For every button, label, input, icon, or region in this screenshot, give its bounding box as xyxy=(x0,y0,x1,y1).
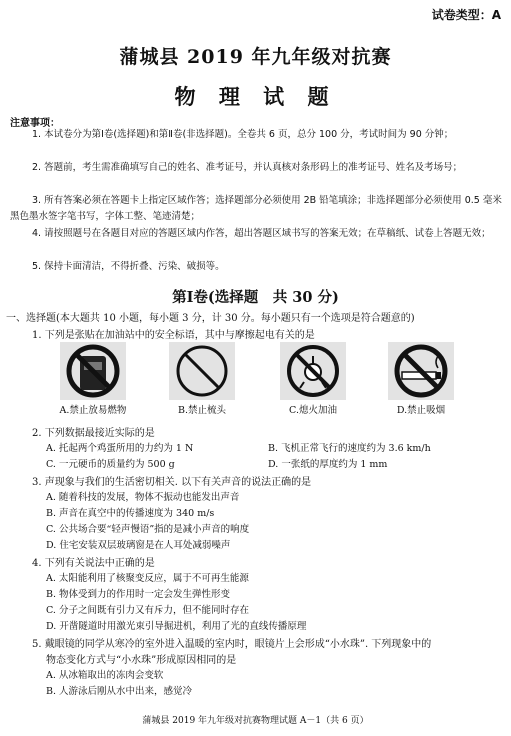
notes-heading: 注意事项： xyxy=(10,118,60,129)
q1-option-a xyxy=(38,342,148,416)
page-footer: 蒲城县 2019 年九年级对抗赛物理试题 A－1（共 6 页） xyxy=(142,716,369,726)
q1-option-c-caption: C.熄火加油 xyxy=(289,405,337,416)
q4-option-d: D. 开凿隧道时用激光束引导掘进机，利用了光的直线传播原理 xyxy=(46,621,307,632)
note-item-2: 2. 答题前，考生需准确填写自己的姓名、准考证号，并认真核对条形码上的准考证号、姓名及考场号； xyxy=(32,162,463,173)
q3-option-d: D. 住宅安装双层玻璃窗是在人耳处减弱噪声 xyxy=(46,540,231,551)
subject-title: 物 理 试 题 xyxy=(174,84,337,109)
q5-option-b: B. 人游泳后刚从水中出来，感觉冷 xyxy=(46,686,193,697)
q5-stem-line1: 5. 戴眼镜的同学从寒冷的室外进入温暖的室内时，眼镜片上会形成“小水珠”. 下列现象中的 xyxy=(32,639,432,650)
q2-option-d: D. 一张纸的厚度约为 1 mm xyxy=(268,459,388,470)
no-combing-icon xyxy=(169,342,235,400)
q5-stem-line2: 物态变化方式与“小水珠”形成原因相同的是 xyxy=(46,655,237,666)
q4-option-b: B. 物体受到力的作用时一定会发生弹性形变 xyxy=(46,589,231,600)
section-intro: 一、选择题(本大题共 10 小题，每小题 3 分，计 30 分。每小题只有一个选项是符合题意的) xyxy=(6,313,415,324)
no-flammables-icon xyxy=(60,342,126,400)
q3-option-b: B. 声音在真空中的传播速度为 340 m/s xyxy=(46,508,215,519)
exam-title: 蒲城县 2019 年九年级对抗赛 xyxy=(119,46,392,68)
note-item-4: 4. 请按照题号在各题目对应的答题区域内作答，超出答题区域书写的答案无效；在草稿纸、试卷上答题无效； xyxy=(32,228,491,239)
q1-option-b-caption: B.禁止梳头 xyxy=(177,405,226,416)
note-item-5: 5. 保持卡面清洁，不得折叠、污染、破损等。 xyxy=(32,261,225,272)
note-item-3: 3. 所有答案必须在答题卡上指定区域作答；选择题部分必须使用 2B 铅笔填涂；非选择题部分必须使用 0.5 毫米黑色墨水签字笔书写，字体工整、笔迹清楚； xyxy=(10,195,502,222)
q1-option-b xyxy=(147,342,257,416)
q1-stem: 1. 下列是张贴在加油站中的安全标语，其中与摩擦起电有关的是 xyxy=(32,330,315,341)
paper-type-label: 试卷类型：A xyxy=(431,8,501,22)
q2-stem: 2. 下列数据最接近实际的是 xyxy=(32,428,155,439)
q5-option-a: A. 从冰箱取出的冻肉会变软 xyxy=(46,670,164,681)
part1-heading: 第Ⅰ卷(选择题 共 30 分) xyxy=(172,289,339,306)
q1-option-d-caption: D.禁止吸烟 xyxy=(396,405,446,416)
q3-option-a: A. 随着科技的发展，物体不振动也能发出声音 xyxy=(46,492,240,503)
engine-off-icon xyxy=(280,342,346,400)
q2-option-c: C. 一元硬币的质量约为 500 g xyxy=(46,459,175,470)
note-item-1: 1. 本试卷分为第Ⅰ卷(选择题)和第Ⅱ卷(非选择题)。全卷共 6 页，总分 100 分，考试时间为 90 分钟； xyxy=(32,129,454,140)
q4-option-c: C. 分子之间既有引力又有斥力，但不能同时存在 xyxy=(46,605,249,616)
q2-option-b: B. 飞机正常飞行的速度约为 3.6 km/h xyxy=(268,443,431,454)
no-smoking-icon xyxy=(388,342,454,400)
q4-option-a: A. 太阳能利用了核聚变反应，属于不可再生能源 xyxy=(46,573,249,584)
q4-stem: 4. 下列有关说法中正确的是 xyxy=(32,558,155,569)
q2-option-a: A. 托起两个鸡蛋所用的力约为 1 N xyxy=(46,443,194,454)
q3-option-c: C. 公共场合要“轻声慢语”指的是减小声音的响度 xyxy=(46,524,250,535)
q1-icon-row xyxy=(0,342,511,422)
q1-option-a-caption: A.禁止放易燃物 xyxy=(59,405,127,416)
q3-stem: 3. 声现象与我们的生活密切相关. 以下有关声音的说法正确的是 xyxy=(32,477,312,488)
q1-option-d xyxy=(366,342,476,416)
q1-option-c xyxy=(258,342,368,416)
